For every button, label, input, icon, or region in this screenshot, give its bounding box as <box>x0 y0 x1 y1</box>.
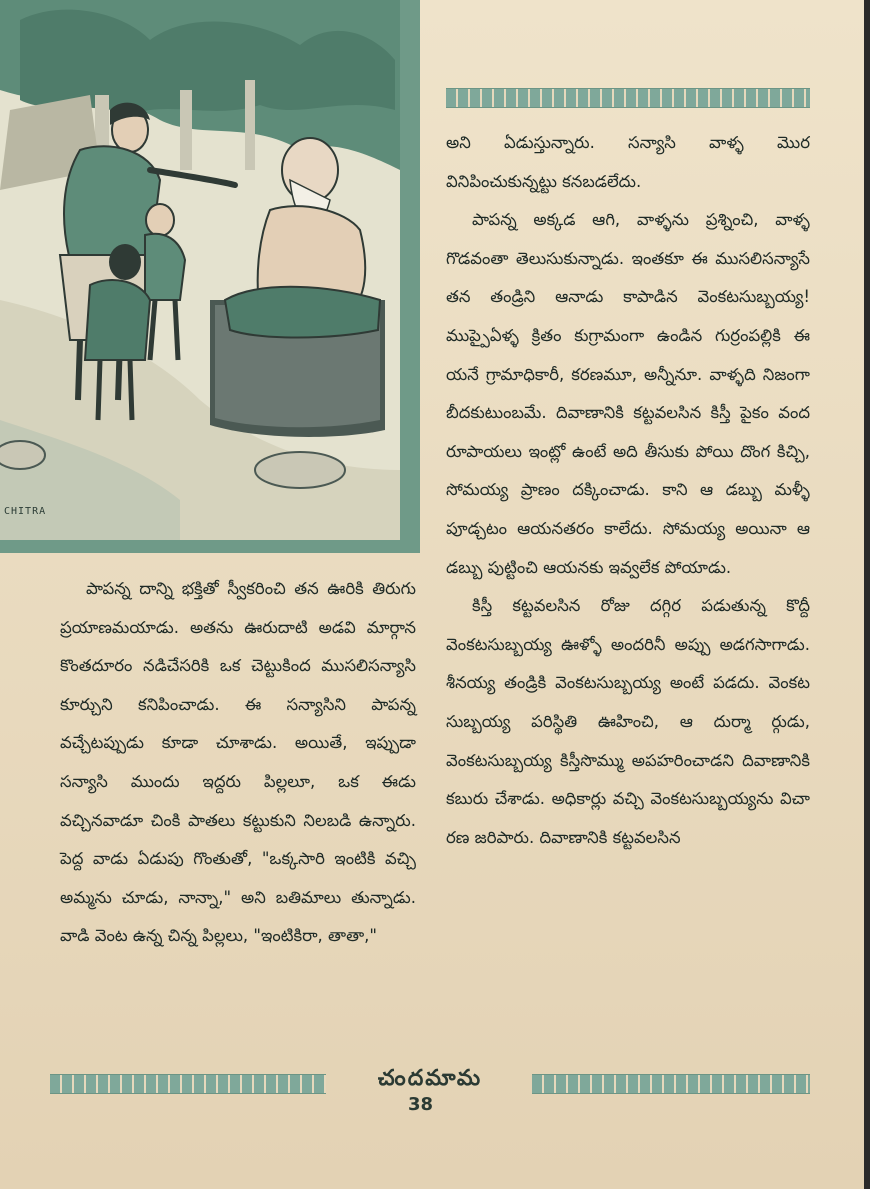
paragraph: పాపన్న అక్కడ ఆగి, వాళ్ళను ప్రశ్నించి, వాళ్ళ గొడవంతా తెలుసుకున్నాడు. ఇంతకూ ఈ ముసలిసన్యాసే తన తండ్రిని ఆనాడు కాపాడిన వెంకటసుబ్బయ్య! ముప్పైఏళ్ళ క్రితం కుగ్రామంగా ఉండిన గుర్రంపల్లికి ఈ యనే గ్రామాధికారీ, కరణమూ, అన్నీనూ. వాళ్ళది నిజంగా బీదకుటుంబమే. దివాణానికి కట్టవలసిన కిస్తీ పైకం వంద రూపాయలు ఇంట్లో ఉంటే అది తీసుకు పోయి దొంగ కిచ్చి, సోమయ్య ప్రాణం దక్కించాడు. కాని ఆ డబ్బు మళ్ళీ పూడ్చటం ఆయనతరం కాలేదు. సోమయ్య అయినా ఆ డబ్బు పుట్టించి ఆయనకు ఇవ్వలేక పోయాడు. <box>446 210 810 577</box>
artist-signature: CHITRA <box>4 506 47 517</box>
decorative-border-footer-right <box>532 1074 810 1094</box>
left-text-column <box>60 570 416 956</box>
paragraph: పాపన్న దాన్ని భక్తితో స్వీకరించి తన ఊరికి తిరుగు ప్రయాణమయాడు. అతను ఊరుదాటి అడవి మార్గాన కొంతదూరం నడిచేసరికి ఒక చెట్టుకింద ముసలిసన్యాసి కూర్చుని కనిపించాడు. ఈ సన్యాసిని పాపన్న వచ్చేటప్పుడు కూడా చూశాడు. అయితే, ఇప్పుడా సన్యాసి ముందు ఇద్దరు పిల్లలూ, ఒక ఈడు వచ్చినవాడూ చింకి పాతలు కట్టుకుని నిలబడి ఉన్నారు. పెద్ద వాడు ఏడుపు గొంతుతో, "ఒక్కసారి ఇంటికి వచ్చి అమ్మను చూడు, నాన్నా," అని బతిమాలు తున్నాడు. వాడి వెంట ఉన్న చిన్న పిల్లలు, "ఇంటికిరా, తాతా," <box>60 579 416 946</box>
right-text-column <box>446 124 810 857</box>
decorative-border-top <box>446 88 810 108</box>
page-edge <box>864 0 870 1189</box>
magazine-title: చందమామ <box>377 1066 483 1091</box>
page-number: 38 <box>408 1094 434 1115</box>
illustration-drawing <box>0 0 420 553</box>
paragraph: అని ఏడుస్తున్నారు. సన్యాసి వాళ్ళ మొర వినిపించుకున్నట్టు కనబడలేదు. <box>446 133 810 191</box>
decorative-border-footer-left <box>50 1074 326 1094</box>
story-illustration <box>0 0 420 553</box>
paragraph: కిస్తీ కట్టవలసిన రోజు దగ్గిర పడుతున్న కొద్దీ వెంకటసుబ్బయ్య ఊళ్ళో అందరినీ అప్పు అడగసాగాడు. శీనయ్య తండ్రికి వెంకటసుబ్బయ్య అంటే పడదు. వెంకట సుబ్బయ్య పరిస్థితి ఊహించి, ఆ దుర్మా ర్గుడు, వెంకటసుబ్బయ్య కిస్తీసొమ్ము అపహరించాడని దివాణానికి కబురు చేశాడు. అధికార్లు వచ్చి వెంకటసుబ్బయ్యను విచా రణ జరిపారు. దివాణానికి కట్టవలసిన <box>446 596 810 847</box>
